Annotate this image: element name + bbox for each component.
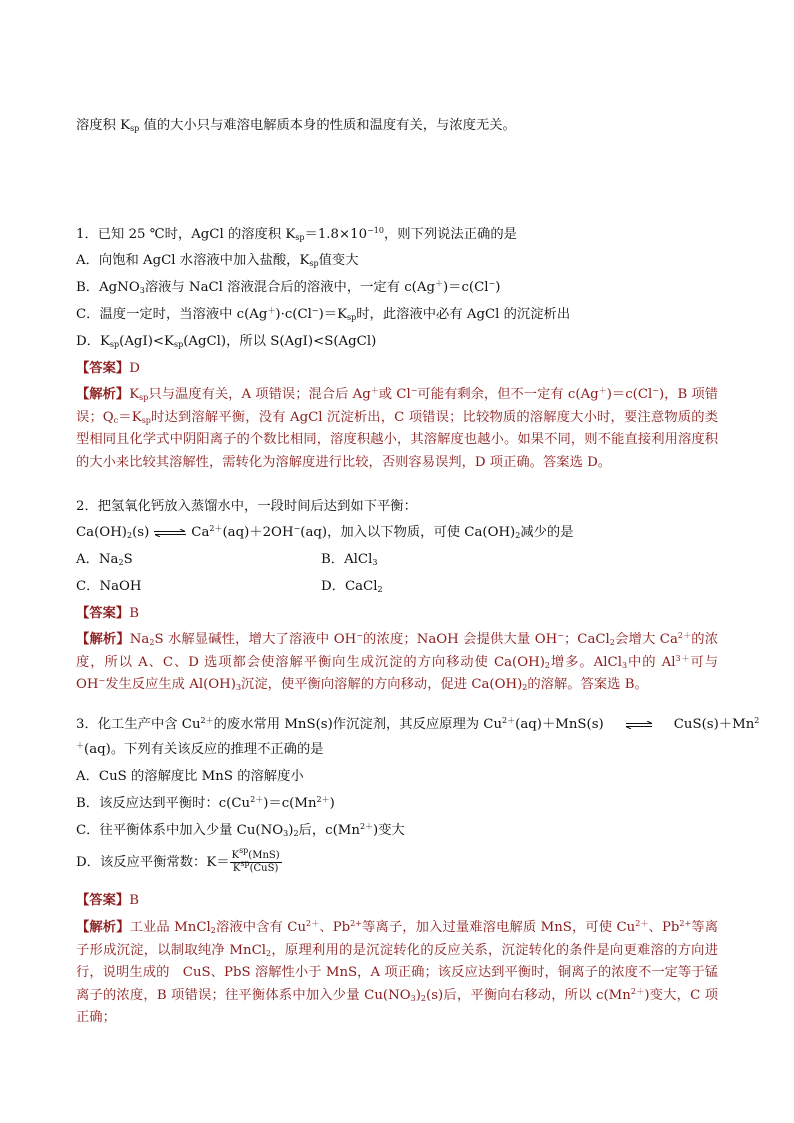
q2-equilibrium: $Ca(OH)_2(s)$ $Ca^{2+}(aq)+2OH^-(aq)$，加入以下物质，可使 $Ca(OH)_2$减少的是 xyxy=(76,524,574,540)
analysis-tag: 【解析】 xyxy=(76,387,130,402)
q3-option-a: A．CuS 的溶解度比 MnS 的溶解度小 xyxy=(76,769,304,784)
answer-tag: 【答案】 xyxy=(76,361,130,376)
q2-option-a: A．$Na_2S$ xyxy=(76,552,133,567)
q3-answer: 【答案】B xyxy=(76,893,139,908)
q1-stem: 1．已知 25 ℃时，AgCl 的溶度积 $K_{sp}=1.8\times 10^{-10}$，则下列说法正确的是 xyxy=(76,226,517,242)
answer-tag: 【答案】 xyxy=(76,893,130,908)
q2-stem: 2．把氢氧化钙放入蒸馏水中，一段时间后达到如下平衡： xyxy=(76,499,417,514)
analysis-tag: 【解析】 xyxy=(76,920,130,935)
equilibrium-arrow-icon xyxy=(622,721,656,729)
q1-analysis: 【解析】$K_{sp}$只与温度有关，A 项错误；混合后 Ag＋或 Cl−可能有剩余，但不一定有 c(Ag＋)＝c(Cl−)，B 项错误；$Q_c=K_{sp}$时达到溶解平衡，没有 AgCl 沉淀析出，C 项错误；比较物质的溶解度大小时，要注意物质的类型相同且化学式中阴阳离子的个数比相同，溶度积越小，其溶解度也越小。如果不同，则不能直接利用溶度积的大小来比较其溶解性，需转化为溶解度进行比较，否则容易误判，D 项正确。答案选 D。 xyxy=(76,386,719,470)
equilibrium-arrow-icon xyxy=(153,529,187,537)
q2-answer: 【答案】B xyxy=(76,606,139,621)
intro-line: 溶度积 $K_{sp}$ 值的大小只与难溶电解质本身的性质和温度有关，与浓度无关。 xyxy=(76,118,516,133)
q2-analysis: 【解析】$Na_2S$ 水解显碱性，增大了溶液中 OH−的浓度；NaOH 会提供大量 OH−；CaCl$_2$会增大 $Ca^{2+}$的浓度，所以 A、C、D 选项都会使溶解平衡向生成沉淀的方向移动使 $Ca(OH)_2$增多。AlCl$_3$中的 $Al^{3+}$可与 OH−发生反应生成 $Al(OH)_3$沉淀，使平衡向溶解的方向移动，促进 $Ca(OH)_2$的溶解。答案选 B。 xyxy=(76,631,719,693)
q2-option-b: B．AlCl$_3$ xyxy=(321,552,378,567)
q1-option-b: B．AgNO$_3$溶液与 NaCl 溶液混合后的溶液中，一定有 c(Ag＋)＝c(Cl−) xyxy=(76,279,501,295)
q2-option-d: D．CaCl$_2$ xyxy=(321,579,383,594)
q1-answer: 【答案】D xyxy=(76,361,140,376)
q3-option-d: D．该反应平衡常数：K＝ $\frac{K^{sp}(MnS)}{K^{sp}(CuS)}$ xyxy=(76,846,280,874)
ksp-fraction: $\frac{K^{sp}(MnS)}{K^{sp}(CuS)}$ xyxy=(231,846,280,874)
analysis-tag: 【解析】 xyxy=(76,632,130,647)
q3-stem-line2: ＋(aq)。下列有关该反应的推理不正确的是 xyxy=(76,741,324,757)
q1-option-c: C．温度一定时，当溶液中 $c(Ag^+)\cdot c(Cl^-)=K_{sp}$时，此溶液中必有 AgCl 的沉淀析出 xyxy=(76,306,571,322)
q3-analysis: 【解析】工业品 MnCl$_2$溶液中含有 $Cu^{2+}$、$Pb^{2+}$等离子，加入过量难溶电解质 MnS，可使 $Cu^{2+}$、$Pb^{2+}$等离子形成沉淀，以制取纯净 MnCl$_2$，原理利用的是沉淀转化的反应关系，沉淀转化的条件是向更难溶的方向进行，说明生成的 CuS、PbS 溶解性小于 MnS，A 项正确；该反应达到平衡时，铜离子的浓度不一定等于锰离子的浓度，B 项错误；往平衡体系中加入少量 $Cu(NO_3)_2(s)$后，平衡向右移动，所以 $c(Mn^{2+})$变大，C 项正确； xyxy=(76,919,719,1026)
q1-option-d: D．$K_{sp}(AgI)<K_{sp}(AgCl)$，所以 S(AgI)<S(AgCl) xyxy=(76,334,377,349)
q3-stem: 3．化工生产中含 $Cu^{2+}$的废水常用 MnS(s)作沉淀剂，其反应原理为 $Cu^{2+}(aq)+MnS(s)$ $CuS(s)+Mn^2$ xyxy=(76,716,760,732)
q1-option-a: A．向饱和 AgCl 水溶液中加入盐酸，$K_{sp}$值变大 xyxy=(76,253,359,268)
answer-tag: 【答案】 xyxy=(76,606,130,621)
q2-option-c: C．NaOH xyxy=(76,579,142,594)
q3-option-b: B．该反应达到平衡时：$c(Cu^{2+})=c(Mn^{2+})$ xyxy=(76,795,335,811)
q3-option-c: C．往平衡体系中加入少量 $Cu(NO_3)_2$后，$c(Mn^{2+})$变大 xyxy=(76,822,405,838)
